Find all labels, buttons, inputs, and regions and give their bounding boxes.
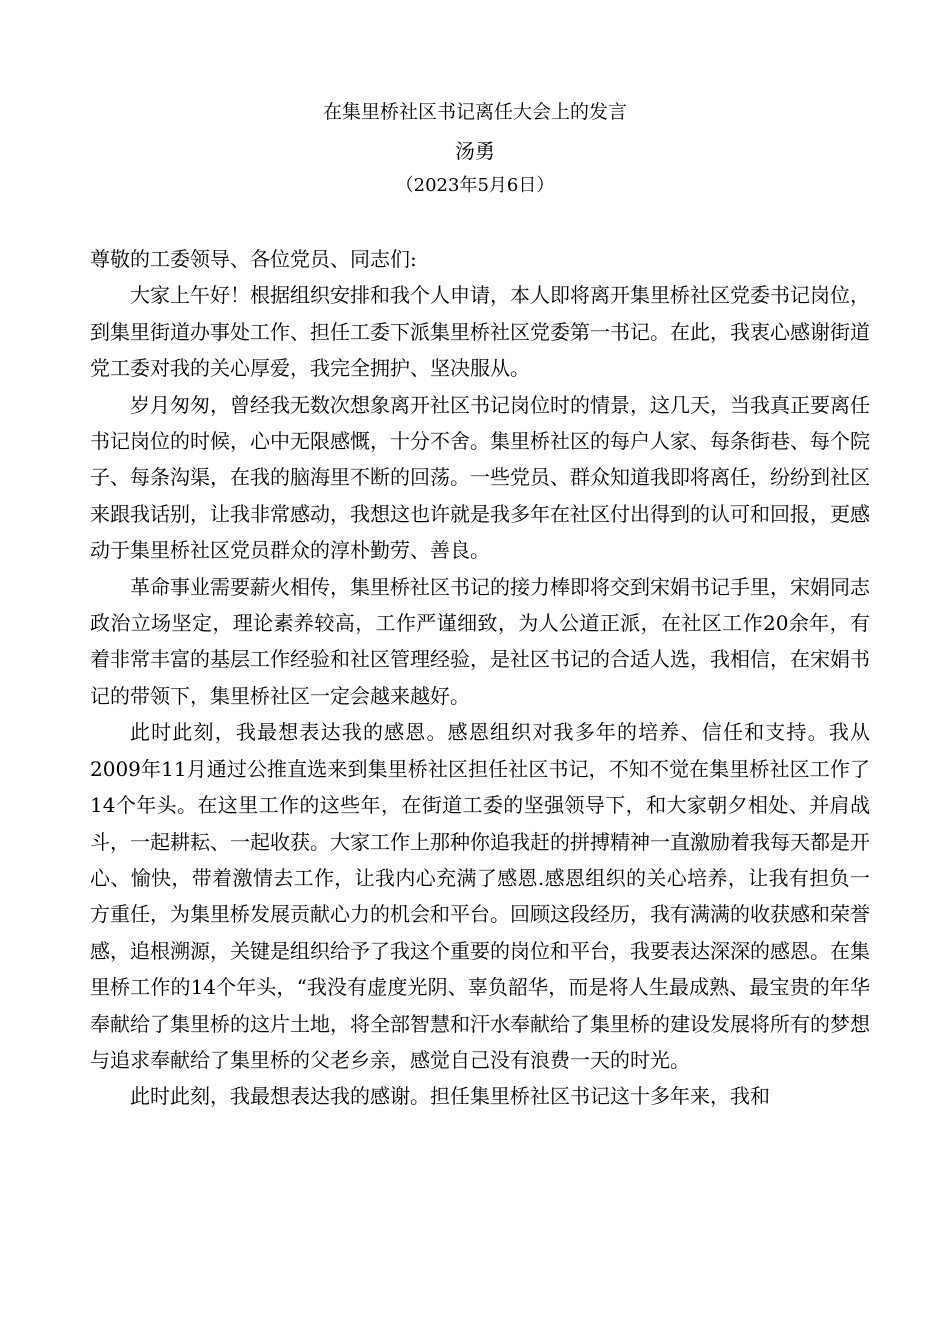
salutation: 尊敬的工委领导、各位党员、同志们: — [90, 247, 417, 271]
paragraph-2: 岁月匆匆，曾经我无数次想象离开社区书记岗位时的情景，这几天，当我真正要离任书记岗位的时候，心中无限感慨，十分不舍。集里桥社区的每户人家、每条街巷、每个院子、每条沟渠，在我的脑海里不断的回荡。一些党员、群众知道我即将离任，纷纷到社区来跟我话别，让我非常感动，我想这也许就是我多年在社区付出得到的认可和回报，更感动于集里桥社区党员群众的淳朴勤劳、善良。 — [90, 392, 870, 563]
paragraph-1: 大家上午好！根据组织安排和我个人申请，本人即将离开集里桥社区党委书记岗位，到集里街道办事处工作、担任工委下派集里桥社区党委第一书记。在此，我衷心感谢街道党工委对我的关心厚爱，我完全拥护、坚决服从。 — [90, 283, 870, 381]
document-date: （2023年5月6日） — [395, 175, 555, 196]
document-author: 汤勇 — [455, 139, 495, 163]
paragraph-4: 此时此刻，我最想表达我的感恩。感恩组织对我多年的培养、信任和支持。我从2009年11月通过公推直选来到集里桥社区担任社区书记，不知不觉在集里桥社区工作了14个年头。在这里工作的这些年，在街道工委的坚强领导下，和大家朝夕相处、并肩战斗，一起耕耘、一起收获。大家工作上那种你追我赶的拼搏精神一直激励着我每天都是开心、愉快，带着激情去工作，让我内心充满了感恩.感恩组织的关心培养，让我有担负一方重任，为集里桥发展贡献心力的机会和平台。回顾这段经历，我有满满的收获感和荣誉感，追根溯源，关键是组织给予了我这个重要的岗位和平台，我要表达深深的感恩。在集里桥工作的14个年头，“我没有虚度光阴、辜负韶华，而是将人生最成熟、最宝贵的年华奉献给了集里桥的这片土地，将全部智慧和汗水奉献给了集里桥的建设发展将所有的梦想与追求奉献给了集里桥的父老乡亲，感觉自己没有浪费一天的时光。 — [90, 720, 870, 1072]
document-body — [90, 241, 870, 1115]
paragraph-5: 此时此刻，我最想表达我的感谢。担任集里桥社区书记这十多年来，我和 — [130, 1084, 770, 1109]
document-title: 在集里桥社区书记离任大会上的发言 — [322, 101, 627, 123]
paragraph-3: 革命事业需要薪火相传，集里桥社区书记的接力棒即将交到宋娟书记手里，宋娟同志政治立场坚定，理论素养较高，工作严谨细致，为人公道正派，在社区工作20余年，有着非常丰富的基层工作经验和社区管理经验，是社区书记的合适人选，我相信，在宋娟书记的带领下，集里桥社区一定会越来越好。 — [90, 574, 870, 708]
